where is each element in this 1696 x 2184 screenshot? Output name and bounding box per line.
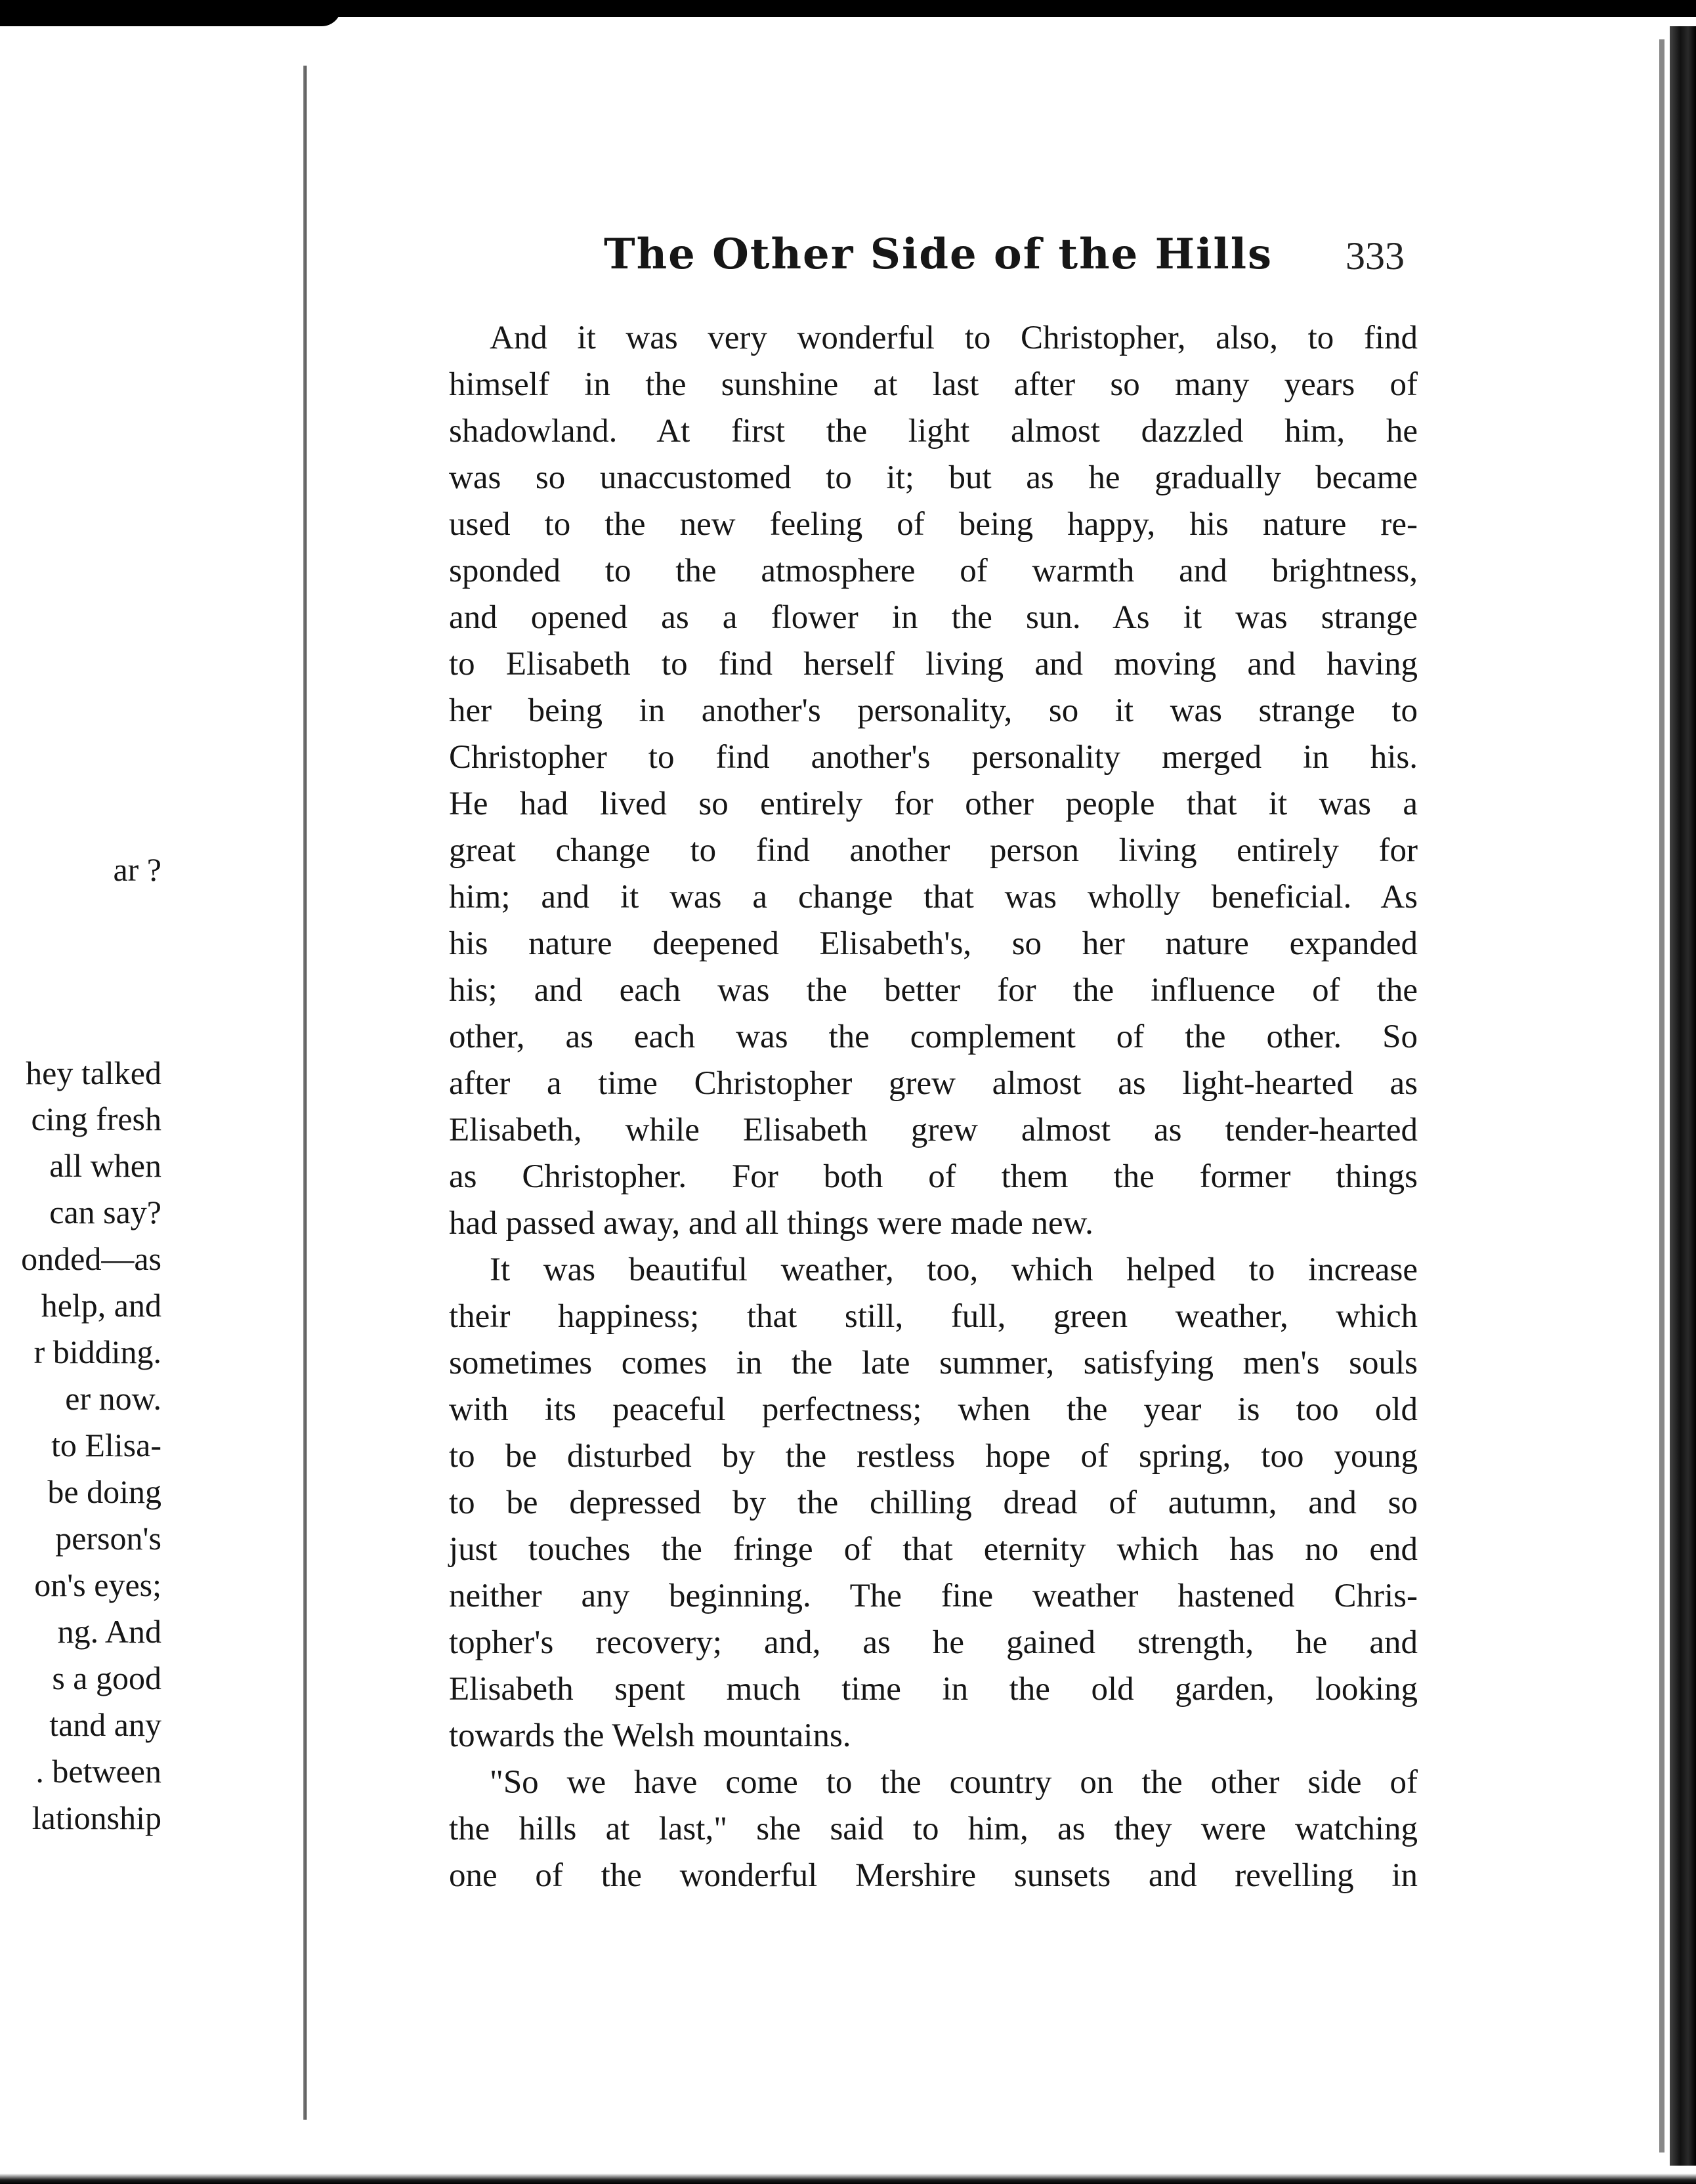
left-page-line: onded—as bbox=[21, 1240, 161, 1277]
text-line: their happiness; that still, full, green weather, which bbox=[449, 1298, 1418, 1335]
left-page-line: on's eyes; bbox=[34, 1566, 161, 1603]
text-line: towards the Welsh mountains. bbox=[449, 1717, 851, 1754]
text-line: It was beautiful weather, too, which helped to increase bbox=[490, 1251, 1418, 1288]
page-header bbox=[0, 217, 1696, 289]
text-line: Elisabeth, while Elisabeth grew almost as tender-hearted bbox=[449, 1112, 1418, 1148]
text-line: was so unaccustomed to it; but as he gradually became bbox=[449, 459, 1418, 496]
left-page-line: ng. And bbox=[57, 1613, 161, 1650]
text-line: to be disturbed by the restless hope of spring, too young bbox=[449, 1438, 1418, 1475]
text-line: And it was very wonderful to Christopher, also, to find bbox=[490, 320, 1418, 356]
text-line: sometimes comes in the late summer, satisfying men's souls bbox=[449, 1345, 1418, 1381]
left-page-line: cing fresh bbox=[31, 1101, 161, 1137]
left-page-line: all when bbox=[49, 1147, 161, 1184]
left-page-line: tand any bbox=[49, 1706, 161, 1743]
left-page-line: hey talked bbox=[26, 1055, 161, 1091]
text-line: her being in another's personality, so it was strange to bbox=[449, 692, 1418, 729]
left-page-line: to Elisa- bbox=[51, 1427, 161, 1463]
left-page-line: ar ? bbox=[113, 851, 161, 888]
left-page-line: help, and bbox=[41, 1287, 161, 1324]
text-line: used to the new feeling of being happy, his nature re- bbox=[449, 506, 1418, 543]
text-line: after a time Christopher grew almost as light-hearted as bbox=[449, 1065, 1418, 1102]
page-number: 333 bbox=[1346, 234, 1405, 278]
page-gutter bbox=[303, 66, 307, 2120]
text-line: just touches the fringe of that eternity which has no end bbox=[449, 1531, 1418, 1568]
text-line: and opened as a flower in the sun. As it was strange bbox=[449, 599, 1418, 636]
text-line: him; and it was a change that was wholly beneficial. As bbox=[449, 879, 1418, 915]
text-line: to be depressed by the chilling dread of autumn, and so bbox=[449, 1484, 1418, 1521]
text-line: great change to find another person living entirely for bbox=[449, 832, 1418, 869]
text-line: the hills at last," she said to him, as they were watching bbox=[449, 1811, 1418, 1847]
left-page-line: lationship bbox=[32, 1799, 161, 1836]
text-line: "So we have come to the country on the other side of bbox=[490, 1764, 1418, 1801]
text-line: as Christopher. For both of them the former things bbox=[449, 1158, 1418, 1195]
left-page-line: r bidding. bbox=[33, 1334, 161, 1370]
text-line: his; and each was the better for the influence of the bbox=[449, 972, 1418, 1009]
text-line: himself in the sunshine at last after so many years of bbox=[449, 366, 1418, 403]
text-line: sponded to the atmosphere of warmth and brightness, bbox=[449, 553, 1418, 589]
text-line: neither any beginning. The fine weather hastened Chris- bbox=[449, 1578, 1418, 1614]
left-page-line: can say? bbox=[49, 1194, 161, 1230]
left-page-line: . between bbox=[35, 1753, 161, 1790]
text-line: his nature deepened Elisabeth's, so her nature expanded bbox=[449, 925, 1418, 962]
text-line: one of the wonderful Mershire sunsets and revelling in bbox=[449, 1857, 1418, 1894]
text-line: Christopher to find another's personality merged in his. bbox=[449, 739, 1418, 776]
text-line: He had lived so entirely for other people that it was a bbox=[449, 786, 1418, 822]
text-line: topher's recovery; and, as he gained strength, he and bbox=[449, 1624, 1418, 1661]
left-page-line: s a good bbox=[52, 1660, 161, 1696]
left-page-line: be doing bbox=[47, 1473, 161, 1510]
text-line: with its peaceful perfectness; when the year is too old bbox=[449, 1391, 1418, 1428]
text-line: other, as each was the complement of the other. So bbox=[449, 1018, 1418, 1055]
text-line: to Elisabeth to find herself living and moving and having bbox=[449, 646, 1418, 682]
running-title: The Other Side of the Hills bbox=[604, 230, 1273, 279]
text-line: shadowland. At first the light almost dazzled him, he bbox=[449, 413, 1418, 450]
scan-right-inner-edge bbox=[1659, 39, 1664, 2152]
text-line: Elisabeth spent much time in the old garden, looking bbox=[449, 1671, 1418, 1708]
left-page-line: er now. bbox=[65, 1380, 161, 1417]
body-text bbox=[449, 315, 1418, 1899]
scan-bottom-edge bbox=[0, 2174, 1696, 2184]
left-facing-page bbox=[0, 0, 302, 2184]
text-line: had passed away, and all things were made new. bbox=[449, 1205, 1093, 1242]
scan-right-edge bbox=[1670, 26, 1696, 2166]
left-page-line: person's bbox=[55, 1520, 161, 1557]
